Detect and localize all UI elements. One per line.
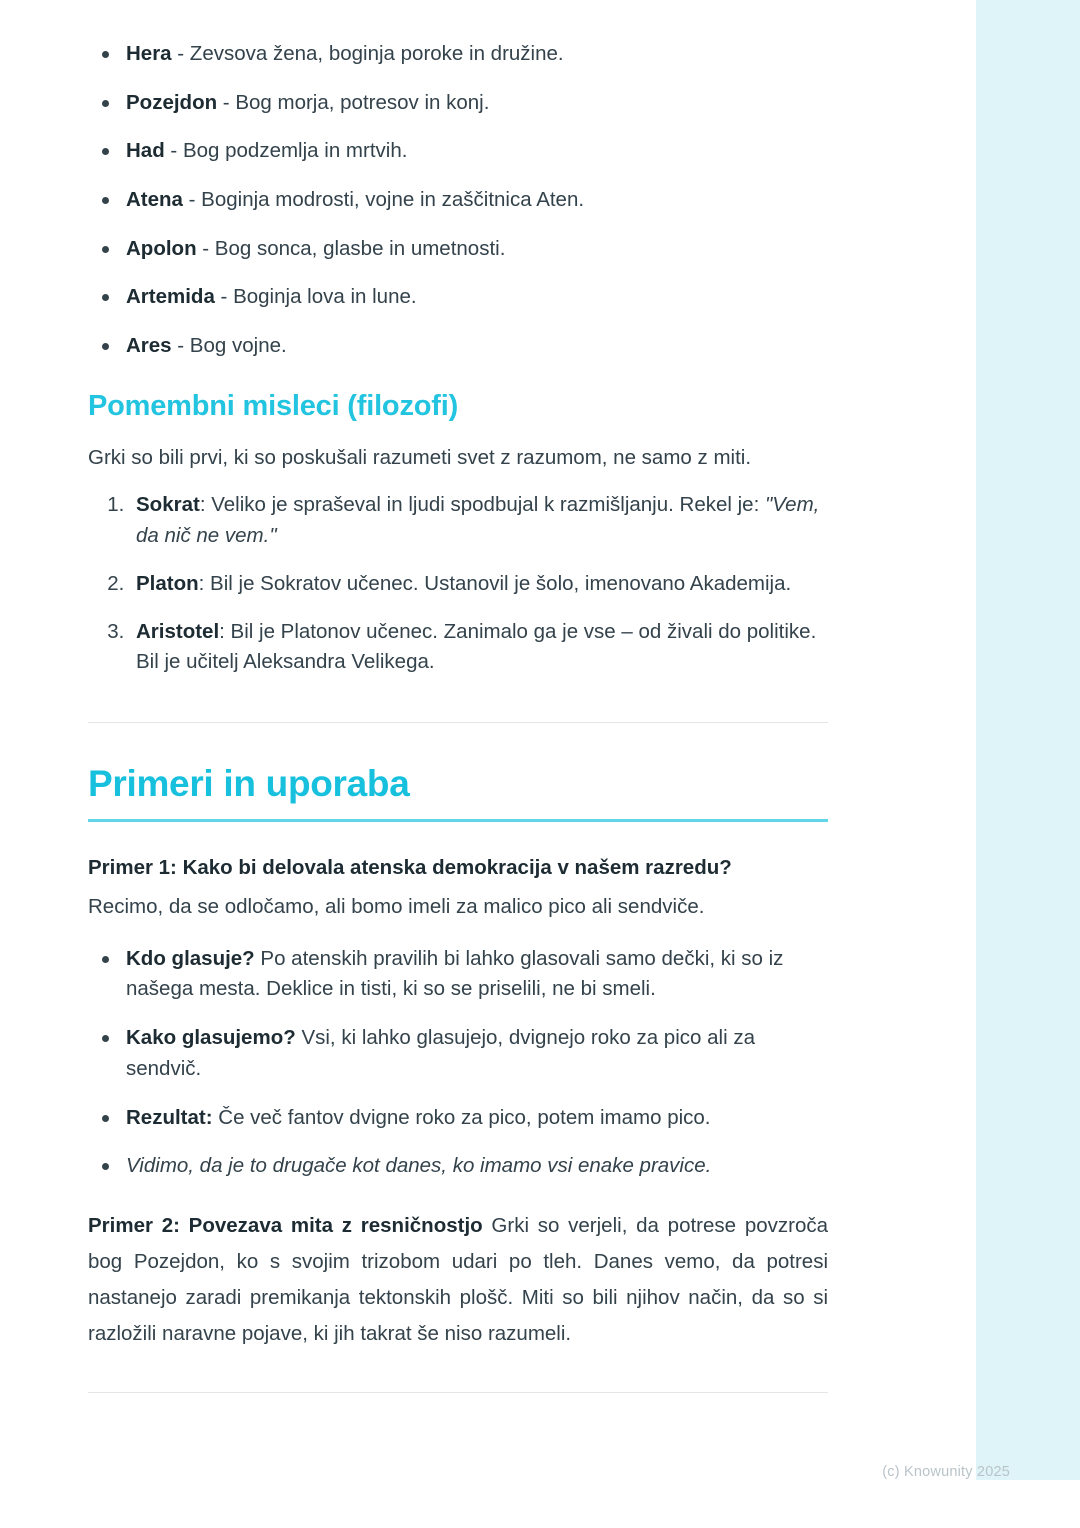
god-name: Pozejdon [126, 90, 218, 114]
point-label: Kako glasujemo? [126, 1026, 296, 1050]
list-item [88, 1103, 828, 1134]
point-label: Kdo glasuje? [126, 946, 255, 970]
example2-paragraph [88, 1208, 828, 1352]
list-item [88, 186, 828, 214]
god-description: - Bog sonca, glasbe in umetnosti. [196, 236, 506, 260]
examples-heading: Primeri in uporaba [88, 763, 410, 805]
philosopher-name: Sokrat [136, 493, 200, 517]
list-item [88, 137, 828, 165]
examples-heading-underline [88, 819, 828, 822]
philosophers-heading: Pomembni misleci (filozofi) [88, 389, 459, 422]
greek-gods-list [88, 40, 828, 360]
god-description: - Boginja lova in lune. [214, 285, 417, 309]
list-item [88, 283, 828, 311]
point-text: Če več fantov dvigne roko za pico, potem imamo pico. [212, 1105, 711, 1129]
decorative-side-bar-gap [970, 0, 976, 1480]
list-item [88, 235, 828, 263]
god-name: Hera [126, 42, 172, 65]
philosopher-text: : Bil je Sokratov učenec. Ustanovil je šolo, imenovano Akademija. [198, 571, 792, 595]
philosophers-list [88, 490, 828, 678]
god-description: - Bog podzemlja in mrtvih. [164, 139, 408, 163]
list-item [88, 332, 828, 360]
god-name: Had [126, 139, 165, 163]
philosopher-text: : Bil je Platonov učenec. Zanimalo ga je vse – od živali do politike. Bil je učitelj Aleksandra Velikega. [136, 619, 817, 674]
philosopher-text: : Veliko je spraševal in ljudi spodbujal k razmišljanju. Rekel je: [199, 493, 765, 517]
decorative-side-bar [976, 0, 1080, 1480]
section-divider [88, 722, 828, 723]
god-name: Atena [126, 188, 183, 212]
point-text: Po atenskih pravilih bi lahko glasovali samo dečki, ki so iz našega mesta. Deklice in tisti, ki so se priselili, ne bi smeli. [126, 946, 784, 1001]
god-description: - Boginja modrosti, vojne in zaščitnica Aten. [182, 188, 585, 212]
god-description: - Zevsova žena, boginja poroke in družine. [171, 42, 564, 65]
philosopher-quote: "Vem, da nič ne vem." [136, 493, 820, 548]
philosopher-name: Aristotel [136, 619, 220, 643]
list-item [130, 569, 828, 600]
example1-title [88, 852, 828, 884]
example2-title: Primer 2: Povezava mita z resničnostjo [88, 1214, 483, 1238]
god-name: Artemida [126, 285, 215, 309]
point-text-italic: Vidimo, da je to drugače kot danes, ko imamo vsi enake pravice. [126, 1154, 712, 1178]
example1-title-text: Primer 1: Kako bi delovala atenska demokracija v našem razredu? [88, 856, 732, 880]
god-description: - Bog morja, potresov in konj. [217, 90, 490, 114]
list-item [88, 1151, 828, 1182]
list-item [130, 490, 828, 552]
footer-divider [88, 1392, 828, 1393]
point-text: Vsi, ki lahko glasujejo, dvignejo roko za pico ali za sendvič. [126, 1026, 755, 1080]
document-content [88, 40, 828, 1393]
god-name: Apolon [126, 236, 197, 260]
list-item [88, 1023, 828, 1085]
example1-points [88, 944, 828, 1183]
list-item [88, 944, 828, 1006]
list-item [88, 89, 828, 117]
philosophers-intro: Grki so bili prvi, ki so poskušali razumeti svet z razumom, ne samo z miti. [88, 445, 752, 469]
god-name: Ares [126, 334, 172, 358]
philosopher-name: Platon [136, 571, 199, 595]
point-label: Rezultat: [126, 1105, 213, 1129]
god-description: - Bog vojne. [171, 334, 287, 358]
example2-text: Grki so verjeli, da potrese povzroča bog Pozejdon, ko s svojim trizobom udari po tleh. Danes vemo, da potresi nastanejo zaradi premikanja tektonskih plošč. Miti so bili njihov način, da so si razložili naravne pojave, ki jih takrat še niso razumeli. [88, 1214, 828, 1345]
watermark: (c) Knowunity 2025 [882, 1464, 1010, 1480]
example1-intro: Recimo, da se odločamo, ali bomo imeli za malico pico ali sendviče. [88, 894, 705, 918]
list-item [88, 40, 828, 68]
list-item [130, 617, 828, 679]
